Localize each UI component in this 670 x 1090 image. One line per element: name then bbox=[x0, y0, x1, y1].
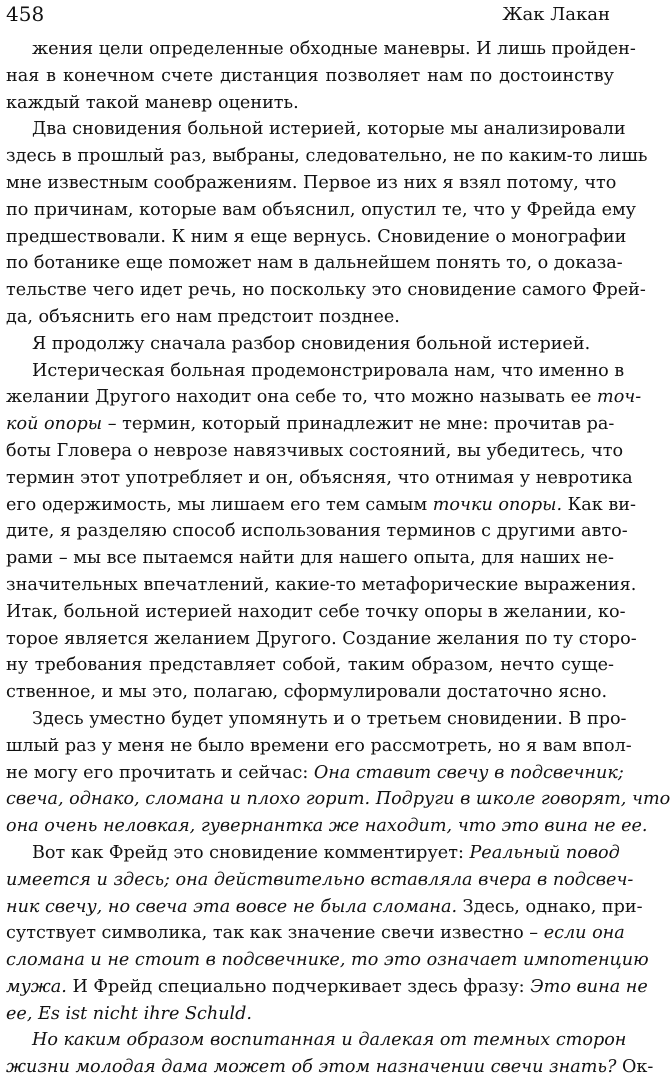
text-line bbox=[6, 90, 614, 117]
italic-run: если она bbox=[543, 923, 625, 944]
page-header bbox=[6, 0, 610, 30]
text-line bbox=[6, 250, 623, 277]
text-run: ная в конечном счете дистанция позволяет нам по достоинству bbox=[6, 65, 614, 86]
text-line bbox=[6, 63, 614, 90]
italic-run: ее, Es ist nicht ihre Schuld. bbox=[6, 1003, 253, 1024]
italic-run: мужа. bbox=[6, 976, 67, 997]
text-line bbox=[6, 867, 634, 894]
text-line bbox=[6, 974, 648, 1001]
text-line bbox=[6, 706, 627, 733]
paragraph bbox=[6, 331, 614, 358]
text-run: его одержимость, мы лишаем его тем самым bbox=[6, 494, 433, 515]
text-line bbox=[6, 36, 636, 63]
body-text bbox=[6, 36, 670, 1081]
text-line bbox=[6, 224, 627, 251]
text-run: ну требования представляет собой, таким образом, нечто суще- bbox=[6, 655, 614, 676]
text-run: дите, я разделяю способ использования терминов с другими авто- bbox=[6, 521, 628, 542]
text-run: по причинам, которые вам объяснил, опустил те, что у Фрейда ему bbox=[6, 199, 637, 220]
text-run: Здесь, однако, при- bbox=[457, 896, 643, 917]
text-line bbox=[6, 626, 637, 653]
text-line bbox=[6, 1054, 654, 1081]
text-run: шлый раз у меня не было времени его рассмотреть, но я вам впол- bbox=[6, 735, 632, 756]
text-line bbox=[6, 438, 624, 465]
text-line bbox=[6, 143, 648, 170]
text-line bbox=[6, 599, 626, 626]
text-line bbox=[6, 894, 643, 921]
text-run: значительных впечатлений, какие-то метафорические выражения. bbox=[6, 574, 637, 595]
text-line bbox=[6, 411, 614, 438]
text-line bbox=[6, 197, 637, 224]
text-run: Два сновидения больной истерией, которые мы анализировали bbox=[32, 119, 626, 140]
text-run: ственное, и мы это, полагаю, сформулировали достаточно ясно. bbox=[6, 682, 608, 703]
text-line bbox=[6, 1027, 627, 1054]
text-line bbox=[6, 116, 626, 143]
text-run: мне известным соображениям. Первое из них я взял потому, что bbox=[6, 172, 617, 193]
text-line bbox=[6, 492, 636, 519]
text-line bbox=[6, 813, 648, 840]
italic-run: свеча, однако, сломана и плохо горит. Подруги в школе говорят, что bbox=[6, 789, 670, 810]
text-run: Я продолжу сначала разбор сновидения больной истерией. bbox=[32, 333, 591, 354]
italic-run: кой опоры bbox=[6, 414, 103, 435]
text-run: Истерическая больная продемонстрировала нам, что именно в bbox=[32, 360, 625, 381]
text-run: Вот как Фрейд это сновидение комментирует: bbox=[32, 842, 470, 863]
text-line bbox=[6, 652, 614, 679]
text-run: не могу его прочитать и сейчас: bbox=[6, 762, 314, 783]
text-line bbox=[6, 840, 620, 867]
text-line bbox=[6, 304, 614, 331]
italic-run: Она ставит свечу в подсвечник; bbox=[313, 762, 624, 783]
text-run: Ок- bbox=[616, 1057, 654, 1078]
text-line bbox=[6, 947, 649, 974]
text-line bbox=[6, 358, 625, 385]
paragraph bbox=[6, 840, 649, 1028]
text-run: сутствует символика, так как значение свечи известно – bbox=[6, 923, 544, 944]
italic-run: Но каким образом воспитанная и далекая от темных сторон bbox=[32, 1030, 627, 1051]
text-run: каждый такой маневр оценить. bbox=[6, 92, 299, 113]
text-run: торое является желанием Другого. Создание желания по ту сторо- bbox=[6, 628, 637, 649]
running-title: Жак Лакан bbox=[502, 4, 610, 25]
paragraph bbox=[6, 1027, 654, 1081]
italic-run: Реальный повод bbox=[469, 842, 620, 863]
text-line bbox=[6, 545, 614, 572]
paragraph bbox=[6, 358, 642, 706]
paragraph bbox=[6, 706, 670, 840]
paragraph bbox=[6, 116, 648, 330]
text-line bbox=[6, 760, 624, 787]
text-run: Итак, больной истерией находит себе точку опоры в желании, ко- bbox=[6, 601, 626, 622]
paragraph bbox=[6, 36, 636, 116]
italic-run: она очень неловкая, гувернантка же находит, что это вина не ее. bbox=[6, 816, 648, 837]
text-run: здесь в прошлый раз, выбраны, следовательно, не по каким-то лишь bbox=[6, 146, 648, 167]
text-line bbox=[6, 572, 637, 599]
text-line bbox=[6, 518, 628, 545]
italic-run: точ- bbox=[597, 387, 642, 408]
italic-run: жизни молодая дама может об этом назначении свечи знать? bbox=[6, 1057, 617, 1078]
italic-run: точки опоры. bbox=[432, 494, 563, 515]
text-line bbox=[6, 465, 633, 492]
text-line bbox=[6, 733, 632, 760]
text-run: да, объяснить его нам предстоит позднее. bbox=[6, 306, 400, 327]
text-run: по ботанике еще поможет нам в дальнейшем понять то, о доказа- bbox=[6, 253, 623, 274]
text-run: желании Другого находит она себе то, что можно называть ее bbox=[6, 387, 598, 408]
text-run: предшествовали. К ним я еще вернусь. Сновидение о монографии bbox=[6, 226, 627, 247]
text-run: Как ви- bbox=[562, 494, 636, 515]
text-line bbox=[6, 170, 617, 197]
page-number: 458 bbox=[6, 2, 45, 26]
text-run: Здесь уместно будет упомянуть и о третьем сновидении. В про- bbox=[32, 708, 627, 729]
text-run: боты Гловера о неврозе навязчивых состояний, вы убедитесь, что bbox=[6, 440, 624, 461]
italic-run: сломана и не стоит в подсвечнике, то это означает импотенцию bbox=[6, 950, 649, 971]
text-line bbox=[6, 331, 614, 358]
italic-run: имеется и здесь; она действительно вставляла вчера в подсвеч- bbox=[6, 869, 634, 890]
italic-run: ник свечу, но свеча эта вовсе не была сломана. bbox=[6, 896, 458, 917]
text-run: термин этот употребляет и он, объясняя, что отнимая у невротика bbox=[6, 467, 633, 488]
text-run: тельстве чего идет речь, но поскольку это сновидение самого Фрей- bbox=[6, 280, 646, 301]
text-line bbox=[6, 384, 642, 411]
text-line bbox=[6, 679, 614, 706]
text-line bbox=[6, 786, 670, 813]
text-line bbox=[6, 277, 646, 304]
text-run: жения цели определенные обходные маневры. И лишь пройден- bbox=[32, 39, 636, 59]
text-line bbox=[6, 1001, 614, 1028]
text-run: рами – мы все пытаемся найти для нашего опыта, для наших не- bbox=[6, 548, 614, 569]
text-run: – термин, который принадлежит не мне: прочитав ра- bbox=[102, 414, 615, 435]
italic-run: Это вина не bbox=[530, 976, 648, 997]
text-line bbox=[6, 920, 625, 947]
text-run: И Фрейд специально подчеркивает здесь фразу: bbox=[66, 976, 531, 997]
